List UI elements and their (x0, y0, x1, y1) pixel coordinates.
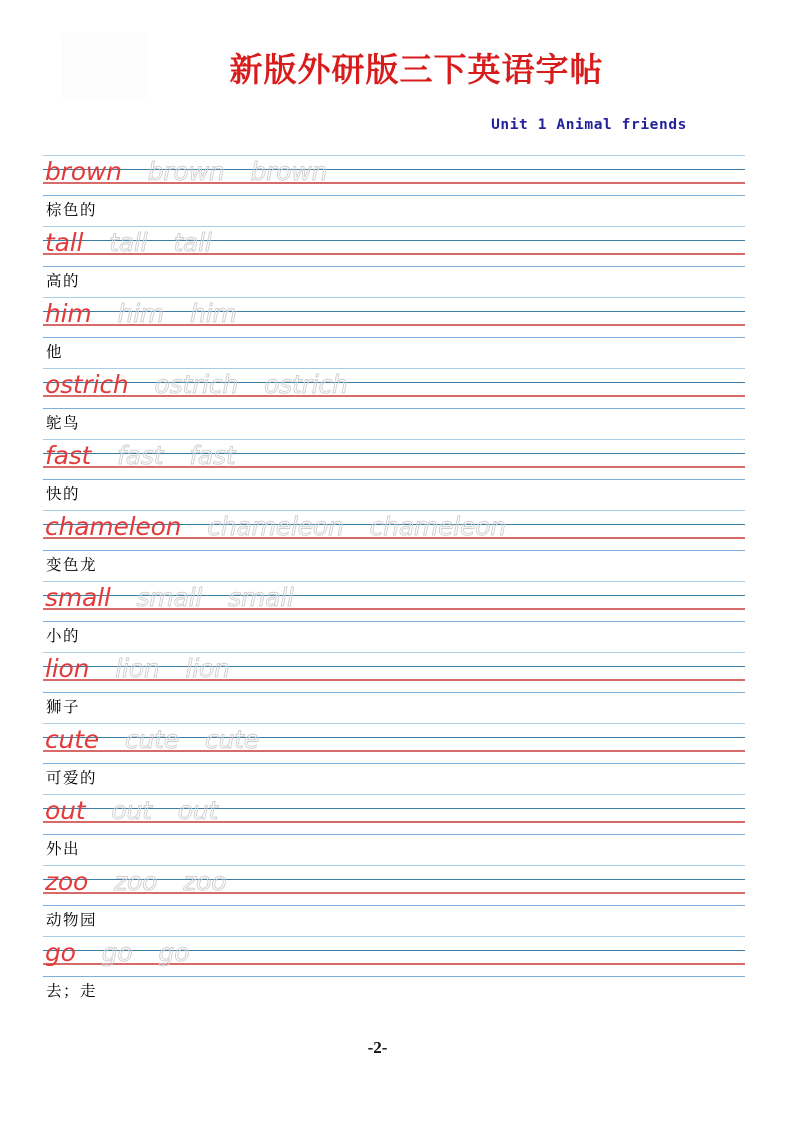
word-gloss: 动物园 (46, 912, 98, 929)
four-line-staff (43, 365, 745, 402)
base-rule-line (43, 253, 745, 255)
word-trace-2: out (177, 796, 219, 825)
desc-rule-line (43, 763, 745, 764)
page-title: 新版外研版三下英语字帖 (229, 53, 604, 89)
word-gloss: 小的 (46, 628, 81, 645)
mid-rule-line (43, 311, 745, 312)
word-gloss: 狮子 (46, 699, 81, 716)
word-model: out (45, 796, 86, 825)
mid-rule-line (43, 595, 745, 596)
word-block (43, 578, 745, 649)
word-trace-2: cute (204, 725, 259, 754)
mid-rule-line (43, 169, 745, 170)
base-rule-line (43, 608, 745, 610)
word-trace-2: ostrich (264, 370, 348, 399)
word-block (43, 294, 745, 365)
four-line-staff (43, 862, 745, 899)
word-model: ostrich (45, 370, 129, 399)
word-trace-2: fast (189, 441, 236, 470)
word-trace-2: tall (173, 228, 212, 257)
word-trace-1: him (117, 299, 165, 328)
word-model: him (45, 299, 92, 328)
top-rule-line (43, 652, 745, 653)
top-rule-line (43, 297, 745, 298)
word-gloss: 可爱的 (46, 770, 98, 787)
word-trace-2: lion (185, 654, 230, 683)
word-block (43, 365, 745, 436)
base-rule-line (43, 963, 745, 965)
base-rule-line (43, 679, 745, 681)
word-block (43, 152, 745, 223)
mid-rule-line (43, 808, 745, 809)
word-trace-1: brown (147, 157, 225, 186)
desc-rule-line (43, 266, 745, 267)
four-line-staff (43, 578, 745, 615)
base-rule-line (43, 395, 745, 397)
base-rule-line (43, 537, 745, 539)
word-gloss: 快的 (46, 486, 81, 503)
word-trace-1: small (136, 583, 203, 612)
handwriting-sheet (43, 152, 745, 1004)
desc-rule-line (43, 905, 745, 906)
base-rule-line (43, 324, 745, 326)
desc-rule-line (43, 834, 745, 835)
base-rule-line (43, 892, 745, 894)
word-block (43, 862, 745, 933)
desc-rule-line (43, 195, 745, 196)
mid-rule-line (43, 879, 745, 880)
word-trace-1: cute (124, 725, 179, 754)
word-trace-2: brown (250, 157, 328, 186)
word-model: small (45, 583, 111, 612)
word-model: lion (45, 654, 90, 683)
base-rule-line (43, 182, 745, 184)
desc-rule-line (43, 692, 745, 693)
mid-rule-line (43, 737, 745, 738)
mid-rule-line (43, 666, 745, 667)
word-gloss: 外出 (46, 841, 81, 858)
top-rule-line (43, 226, 745, 227)
mid-rule-line (43, 240, 745, 241)
word-trace-1: zoo (114, 867, 158, 896)
word-block (43, 649, 745, 720)
word-trace-1: chameleon (207, 512, 344, 541)
top-rule-line (43, 865, 745, 866)
word-gloss: 变色龙 (46, 557, 98, 574)
four-line-staff (43, 720, 745, 757)
word-trace-1: tall (109, 228, 148, 257)
desc-rule-line (43, 408, 745, 409)
word-block (43, 507, 745, 578)
desc-rule-line (43, 976, 745, 977)
top-rule-line (43, 723, 745, 724)
word-block (43, 720, 745, 791)
four-line-staff (43, 791, 745, 828)
base-rule-line (43, 466, 745, 468)
page-number: -2- (367, 1038, 388, 1057)
word-trace-2: chameleon (369, 512, 506, 541)
word-block (43, 933, 745, 1004)
word-model: chameleon (45, 512, 182, 541)
top-rule-line (43, 155, 745, 156)
four-line-staff (43, 436, 745, 473)
top-rule-line (43, 581, 745, 582)
word-block (43, 223, 745, 294)
word-trace-1: ostrich (154, 370, 239, 399)
desc-rule-line (43, 550, 745, 551)
word-block (43, 436, 745, 507)
four-line-staff (43, 223, 745, 260)
top-rule-line (43, 794, 745, 795)
four-line-staff (43, 933, 745, 970)
word-trace-2: go (158, 938, 190, 967)
word-trace-1: out (111, 796, 152, 825)
top-rule-line (43, 368, 745, 369)
top-rule-line (43, 510, 745, 511)
four-line-staff (43, 507, 745, 544)
word-gloss: 棕色的 (46, 202, 98, 219)
four-line-staff (43, 649, 745, 686)
word-model: tall (45, 228, 84, 257)
mid-rule-line (43, 453, 745, 454)
mid-rule-line (43, 950, 745, 951)
word-trace-2: small (228, 583, 294, 612)
word-gloss: 鸵鸟 (46, 415, 81, 432)
word-gloss: 去；走 (46, 983, 98, 1000)
word-trace-1: lion (115, 654, 160, 683)
word-gloss: 他 (46, 344, 64, 361)
top-rule-line (43, 439, 745, 440)
base-rule-line (43, 821, 745, 823)
word-model: cute (45, 725, 99, 754)
top-rule-line (43, 936, 745, 937)
mid-rule-line (43, 382, 745, 383)
desc-rule-line (43, 337, 745, 338)
word-model: fast (45, 441, 92, 470)
desc-rule-line (43, 621, 745, 622)
desc-rule-line (43, 479, 745, 480)
word-trace-2: zoo (183, 867, 227, 896)
word-block (43, 791, 745, 862)
four-line-staff (43, 152, 745, 189)
word-trace-2: him (190, 299, 237, 328)
four-line-staff (43, 294, 745, 331)
unit-subtitle: Unit 1 Animal friends (491, 117, 687, 133)
word-model: brown (45, 157, 122, 186)
word-trace-1: fast (117, 441, 164, 470)
word-model: go (45, 938, 76, 967)
word-gloss: 高的 (46, 273, 81, 290)
word-model: zoo (45, 867, 89, 896)
base-rule-line (43, 750, 745, 752)
mid-rule-line (43, 524, 745, 525)
word-trace-1: go (101, 938, 133, 967)
